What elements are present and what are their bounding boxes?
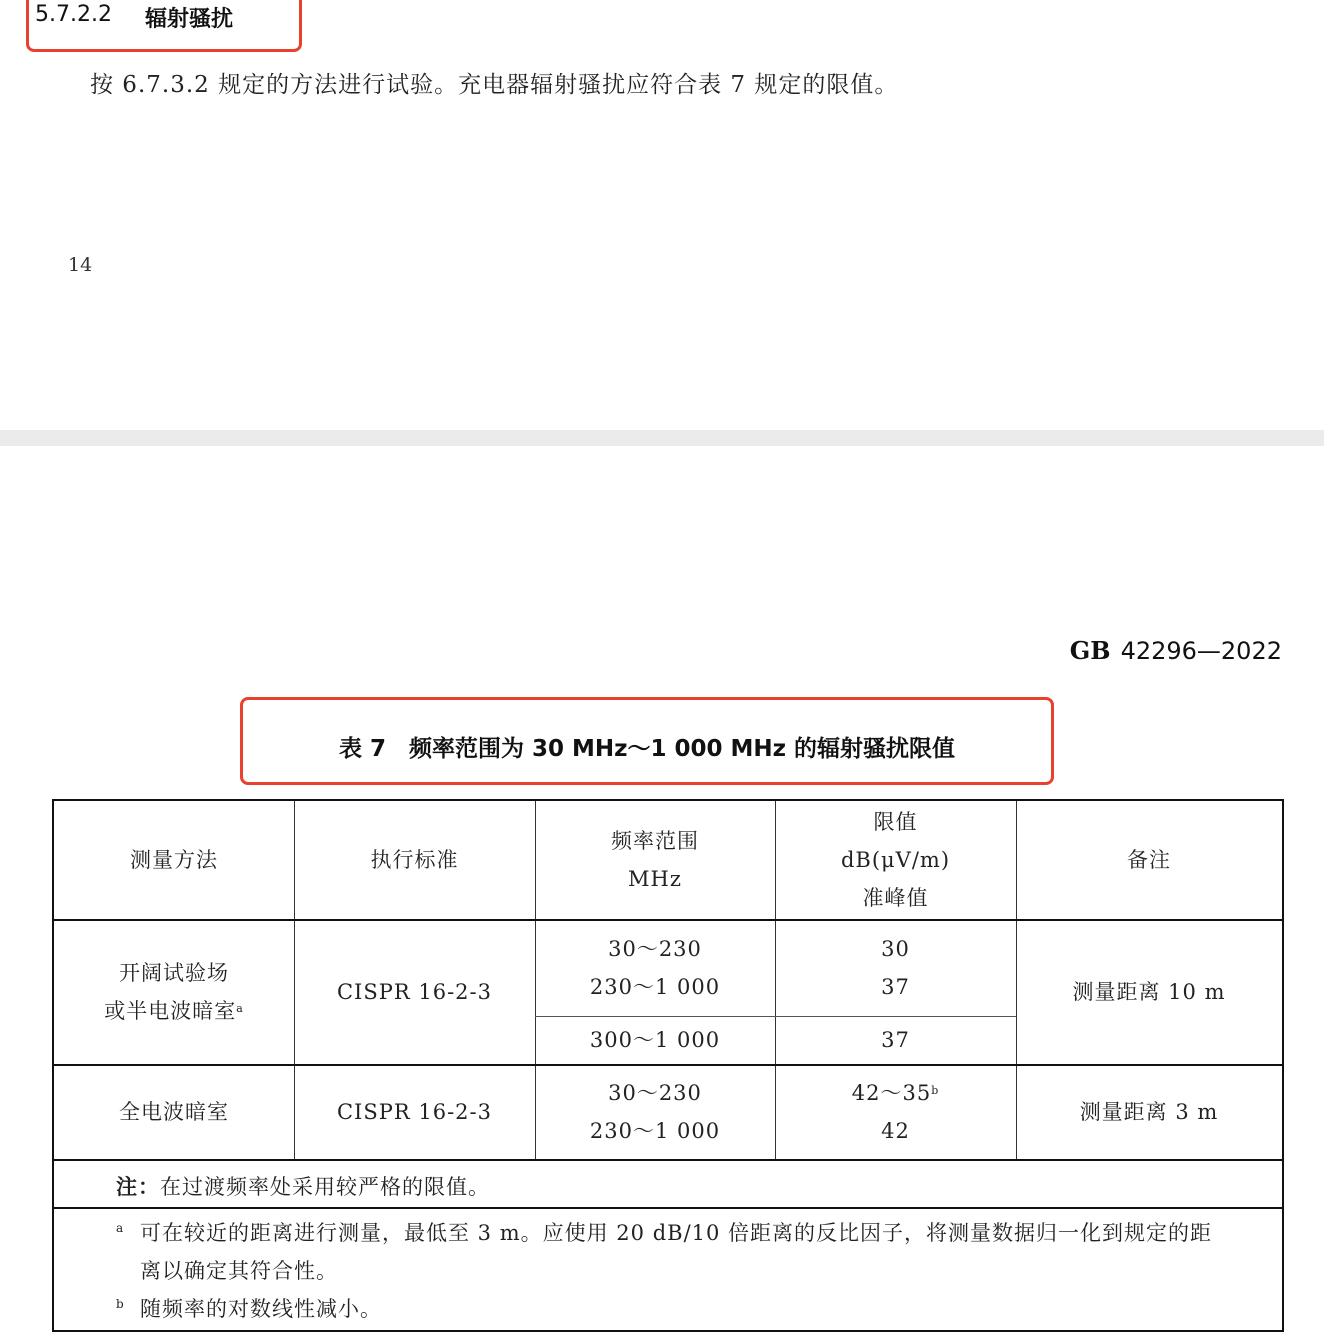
row1-standard-text: CISPR 16-2-3 (336, 979, 492, 1004)
footnote-a-line1: 可在较近的距离进行测量，最低至 3 m。应使用 20 dB/10 倍距离的反比因子，将测量数据归一化到规定的距 (140, 1221, 1213, 1245)
footnote-b-line1: 随频率的对数线性减小。 (140, 1297, 382, 1321)
header-remark-label: 备注 (1127, 848, 1171, 872)
row1-frequency (535, 919, 775, 1016)
row2-standard-text: CISPR 16-2-3 (336, 1099, 492, 1124)
section-body-text: 按 6.7.3.2 规定的方法进行试验。充电器辐射骚扰应符合表 7 规定的限值。 (90, 72, 899, 98)
row1-freq-c (535, 1016, 775, 1064)
row1-method (54, 919, 294, 1064)
document-code-number: 42296—2022 (1120, 637, 1282, 665)
row1-limit-c-text: 37 (881, 1028, 910, 1052)
row2-frequency (535, 1064, 775, 1159)
footnote-a-line2: 离以确定其符合性。 (140, 1259, 338, 1283)
header-method (54, 801, 294, 919)
table-note-label: 注： (116, 1175, 160, 1199)
page-bottom (0, 446, 1324, 1342)
section-number: 5.7.2.2 (35, 2, 112, 27)
row1-freq-a: 30～230 (608, 936, 702, 961)
limits-table (52, 799, 1284, 1332)
table-caption: 表 7 频率范围为 30 MHz～1 000 MHz 的辐射骚扰限值 (338, 736, 956, 762)
document-code-prefix: GB (1069, 636, 1111, 665)
table-note-text: 在过渡频率处采用较严格的限值。 (160, 1175, 490, 1199)
header-standard (294, 801, 535, 919)
header-method-label: 测量方法 (130, 848, 218, 872)
row2-remark (1016, 1064, 1282, 1159)
row1-limit-c (775, 1016, 1016, 1064)
row1-limit (775, 919, 1016, 1016)
header-frequency (535, 801, 775, 919)
row2-freq-a: 30～230 (608, 1080, 702, 1105)
row2-freq-b: 230～1 000 (589, 1118, 721, 1143)
row1-freq-b: 230～1 000 (589, 974, 721, 999)
header-remark (1016, 801, 1282, 919)
row2-limit-a: 42～35$^b$ (851, 1080, 940, 1105)
header-limit-unit: dB(μV/m) (840, 848, 951, 872)
header-limit-label: 限值 (873, 810, 918, 834)
row1-standard (294, 919, 535, 1064)
page-number: 14 (68, 254, 93, 276)
row-divider (54, 1159, 1282, 1161)
footnote-a-mark: a (116, 1221, 124, 1235)
row1-limit-a: 30 (881, 936, 910, 961)
page-separator (0, 430, 1324, 446)
row1-remark (1016, 919, 1282, 1064)
row2-limit-b: 42 (881, 1118, 910, 1143)
row2-method-text: 全电波暗室 (119, 1099, 229, 1124)
header-limit-detector: 准峰值 (862, 886, 929, 910)
table-note (116, 1171, 490, 1201)
section-title: 辐射骚扰 (145, 7, 234, 32)
row2-limit (775, 1064, 1016, 1159)
header-frequency-label: 频率范围 (611, 829, 699, 853)
row1-method-line2: 或半电波暗室$^a$ (104, 998, 244, 1023)
row2-method (54, 1064, 294, 1159)
footnote-b-mark: b (116, 1297, 124, 1311)
table-caption-highlight (240, 697, 1054, 785)
header-limit (775, 801, 1016, 919)
header-frequency-unit: MHz (628, 867, 682, 891)
row1-method-line1: 开阔试验场 (119, 960, 229, 985)
document-code (1070, 636, 1282, 665)
footnote-ref-a: a (236, 1001, 244, 1015)
row1-remark-text: 测量距离 10 m (1072, 979, 1226, 1004)
row1-limit-b: 37 (881, 974, 910, 999)
row1-freq-c-text: 300～1 000 (589, 1028, 721, 1052)
page-top (0, 0, 1324, 430)
row2-standard (294, 1064, 535, 1159)
header-standard-label: 执行标准 (370, 848, 459, 872)
footnote-ref-b: b (931, 1083, 940, 1097)
row-divider (54, 1207, 1282, 1209)
section-heading-highlight (26, 0, 302, 52)
row2-remark-text: 测量距离 3 m (1079, 1099, 1219, 1124)
